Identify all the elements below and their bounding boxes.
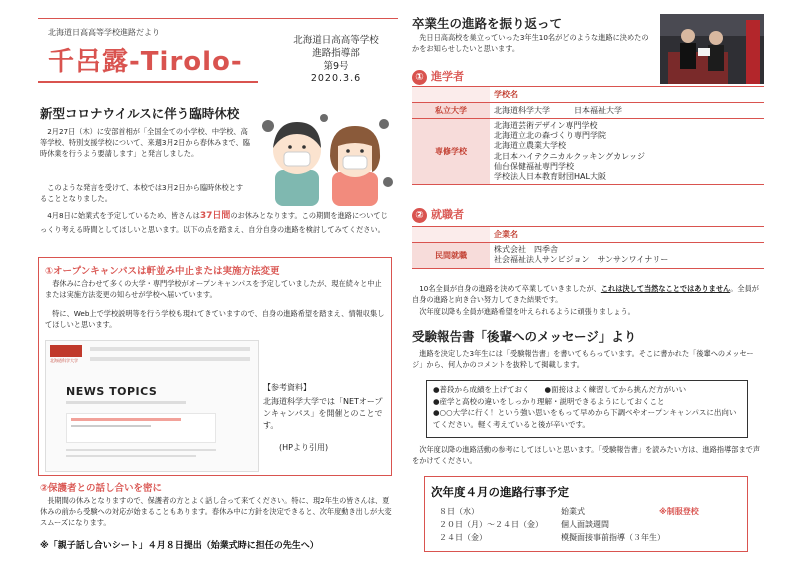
family-sheet-note: ※「親子話し合いシート」４月８日提出（始業式時に担任の先生へ） [40,541,319,551]
reference-text: 北海道科学大学では「NETオープンキャンパス」を開催とのことです。 [263,397,383,430]
emphasis-not-natural: これは決して当然なことではありません [600,284,731,293]
issue-date: 2020.3.6 [310,73,362,85]
reference-source: (HPより引用) [279,443,329,452]
company-name: 社会福祉法人サンビジョン サンサンワイナリー [494,255,669,265]
university-logo-text: 北海道科学大学 [50,358,78,363]
website-nav-bar-2 [90,357,250,361]
issue-number: 第9号 [323,60,349,72]
report-heading: 受験報告書「後輩へのメッセージ」より [412,329,637,344]
closure-paragraph-2: このような発言を受けて、本校では3月2日から臨時休校とすることとなりました。 [40,183,244,204]
website-line-2 [66,449,216,451]
category-vocational: 専修学校 [412,119,490,185]
table-header-school: 学校名 [490,87,764,103]
article-heading-closure: 新型コロナウイルスに伴う臨時休校 [40,106,240,121]
message-item: ●○○大学に行く！という強い思いをもって早めから下調べやオープンキャンパスに出向いてください。軽く考えていると後が辛いです。 [433,408,737,429]
vocational-school: 北海道立農業大学校 [494,141,566,151]
schedule-date: ２０日（月）～２４日（金） [439,520,543,530]
graduation-ceremony-photo [660,14,764,84]
masked-children-illustration [260,112,395,206]
section-enrolled-heading: ① 進学者 [412,68,464,85]
table-header-company: 企業名 [490,227,764,243]
april-schedule-heading: 次年度４月の進路行事予定 [431,485,569,499]
school-name: 北海道日高高等学校 [293,35,379,46]
category-private-employment: 民間就職 [412,243,490,269]
april-schedule-list [439,505,739,545]
enrolled-table [412,86,764,185]
graduates-conclusion: 10名全員が自身の進路を決めて卒業していきましたが、これは決して当然なことではありません。全員が自身の進路と向き合い努力してきた結果です。 [412,284,759,305]
vocational-school: 学校法人日本教育財団HAL大阪 [494,172,606,182]
vocational-school: 北日本ハイテクニカルクッキングカレッジ [494,151,646,161]
report-intro: 進路を決定した3年生には「受験報告書」を書いてもらっています。そこに書かれた「後輩へのメッセージ」から、何人かのコメントを抜粋して掲載します。 [412,349,754,370]
family-talk-heading: ②保護者との話し合いを密に [40,483,163,494]
reference-label: 【参考資料】 [263,383,311,392]
issue-info [276,35,396,86]
university-logo [50,345,82,357]
schedule-date: ２４日（金） [439,533,487,543]
section-number-1: ① [412,70,427,85]
section-employed-heading: ② 就職者 [412,206,464,223]
website-line-3 [66,455,196,457]
website-line [66,401,186,404]
schedule-row [439,505,739,518]
april-schedule-box [424,476,748,552]
schedule-row [439,518,739,531]
department: 進路指導部 [312,47,360,59]
closure-paragraph-1: 2月27日（木）に安部首相が「全国全ての小学校、中学校、高等学校、特別支援学校について、来週3月2日から春休みまで、臨時休業を行うよう要請します」と発言しました。 [40,127,250,159]
open-campus-paragraph-2: 特に、Web上で学校説明等を行う学校も現れてきていますので、自身の進路希望を踏まえ、情報収集してほしいと思います。 [45,309,385,330]
vocational-school: 仙台保健福祉専門学校 [494,161,574,171]
news-card-line [71,418,181,421]
schedule-note: ※制服登校 [659,507,699,516]
news-card-line-2 [71,425,151,427]
news-card [66,413,216,443]
open-campus-box [38,257,392,476]
open-campus-paragraph-1: 春休みに合わせて多くの大学・専門学校がオープンキャンパスを予定していましたが、現在続々と中止または実施方法変更の知らせが学校へ届いています。 [45,279,382,300]
open-campus-heading: ①オープンキャンパスは軒並み中止または実施方法変更 [45,266,280,277]
vocational-school: 北海道立北の森づくり専門学院 [494,131,606,141]
company-list [490,243,764,269]
graduates-intro: 先日日高高校を巣立っていった3年生10名がどのような進路に決めたのかをお知らせしたいと思います。 [412,33,649,54]
category-private-univ: 私立大学 [412,103,490,119]
graduates-encouragement: 次年度以降も全員が進路希望を叶えられるように頑張りましょう。 [419,307,635,316]
website-nav-bar [90,347,250,351]
report-outro: 次年度以降の進路活動の参考にしてほしいと思います。「受験報告書」を読みたい方は、進路指導部まで声をかけてください。 [412,445,761,466]
schedule-row [439,531,739,544]
schedule-event: 個人面談週間 [561,520,609,530]
news-topics-title: NEWS TOPICS [66,385,158,398]
graduates-heading: 卒業生の進路を振り返って [412,16,563,31]
newsletter-title: 千呂露-Tirolo- [48,47,243,77]
masthead [38,18,398,96]
company-name: 株式会社 四季舎 [494,245,558,254]
university-website-screenshot [45,340,259,472]
section-number-2: ② [412,208,427,223]
message-item: ●普段から成績を上げておく ●面接はよく練習してから挑んだ方がいい [433,385,687,394]
closure-paragraph-3: 4月8日に始業式を予定しているため、皆さんは37日間のお休みとなります。この期間を進路についてじっくり考える時間としてほしいと思います。以下の点を踏まえ、自分自身の進路を検討してみてください。 [40,211,388,234]
vocational-school: 北海道芸術デザイン専門学校 [494,121,598,130]
private-univ-list: 北海道科学大学 日本福祉大学 [490,103,764,119]
days-off-highlight: 37日間 [199,211,231,221]
message-item: ●産学と高校の違いをしっかり理解・説明できるようにしておくこと [433,396,665,406]
schedule-date: ８日（水） [439,507,479,516]
vocational-list [490,119,764,185]
family-talk-paragraph: 長期間の休みとなりますので、保護者の方とよく話し合って来てください。特に、現2年生の皆さんは、夏休みの前から受験への対応が始まることもあります。春休み中に方針を決定できると、次年度動き出しが大変スムーズになります。 [40,496,392,528]
masthead-subtitle: 北海道日高高等学校進路だより [48,28,160,37]
table-corner [412,227,490,243]
senior-messages-box [426,380,748,438]
schedule-event: 始業式 [561,507,585,516]
table-corner [412,87,490,103]
employed-table [412,226,764,269]
schedule-event: 模擬面接事前指導（３年生） [561,533,665,543]
title-underline [38,81,258,83]
